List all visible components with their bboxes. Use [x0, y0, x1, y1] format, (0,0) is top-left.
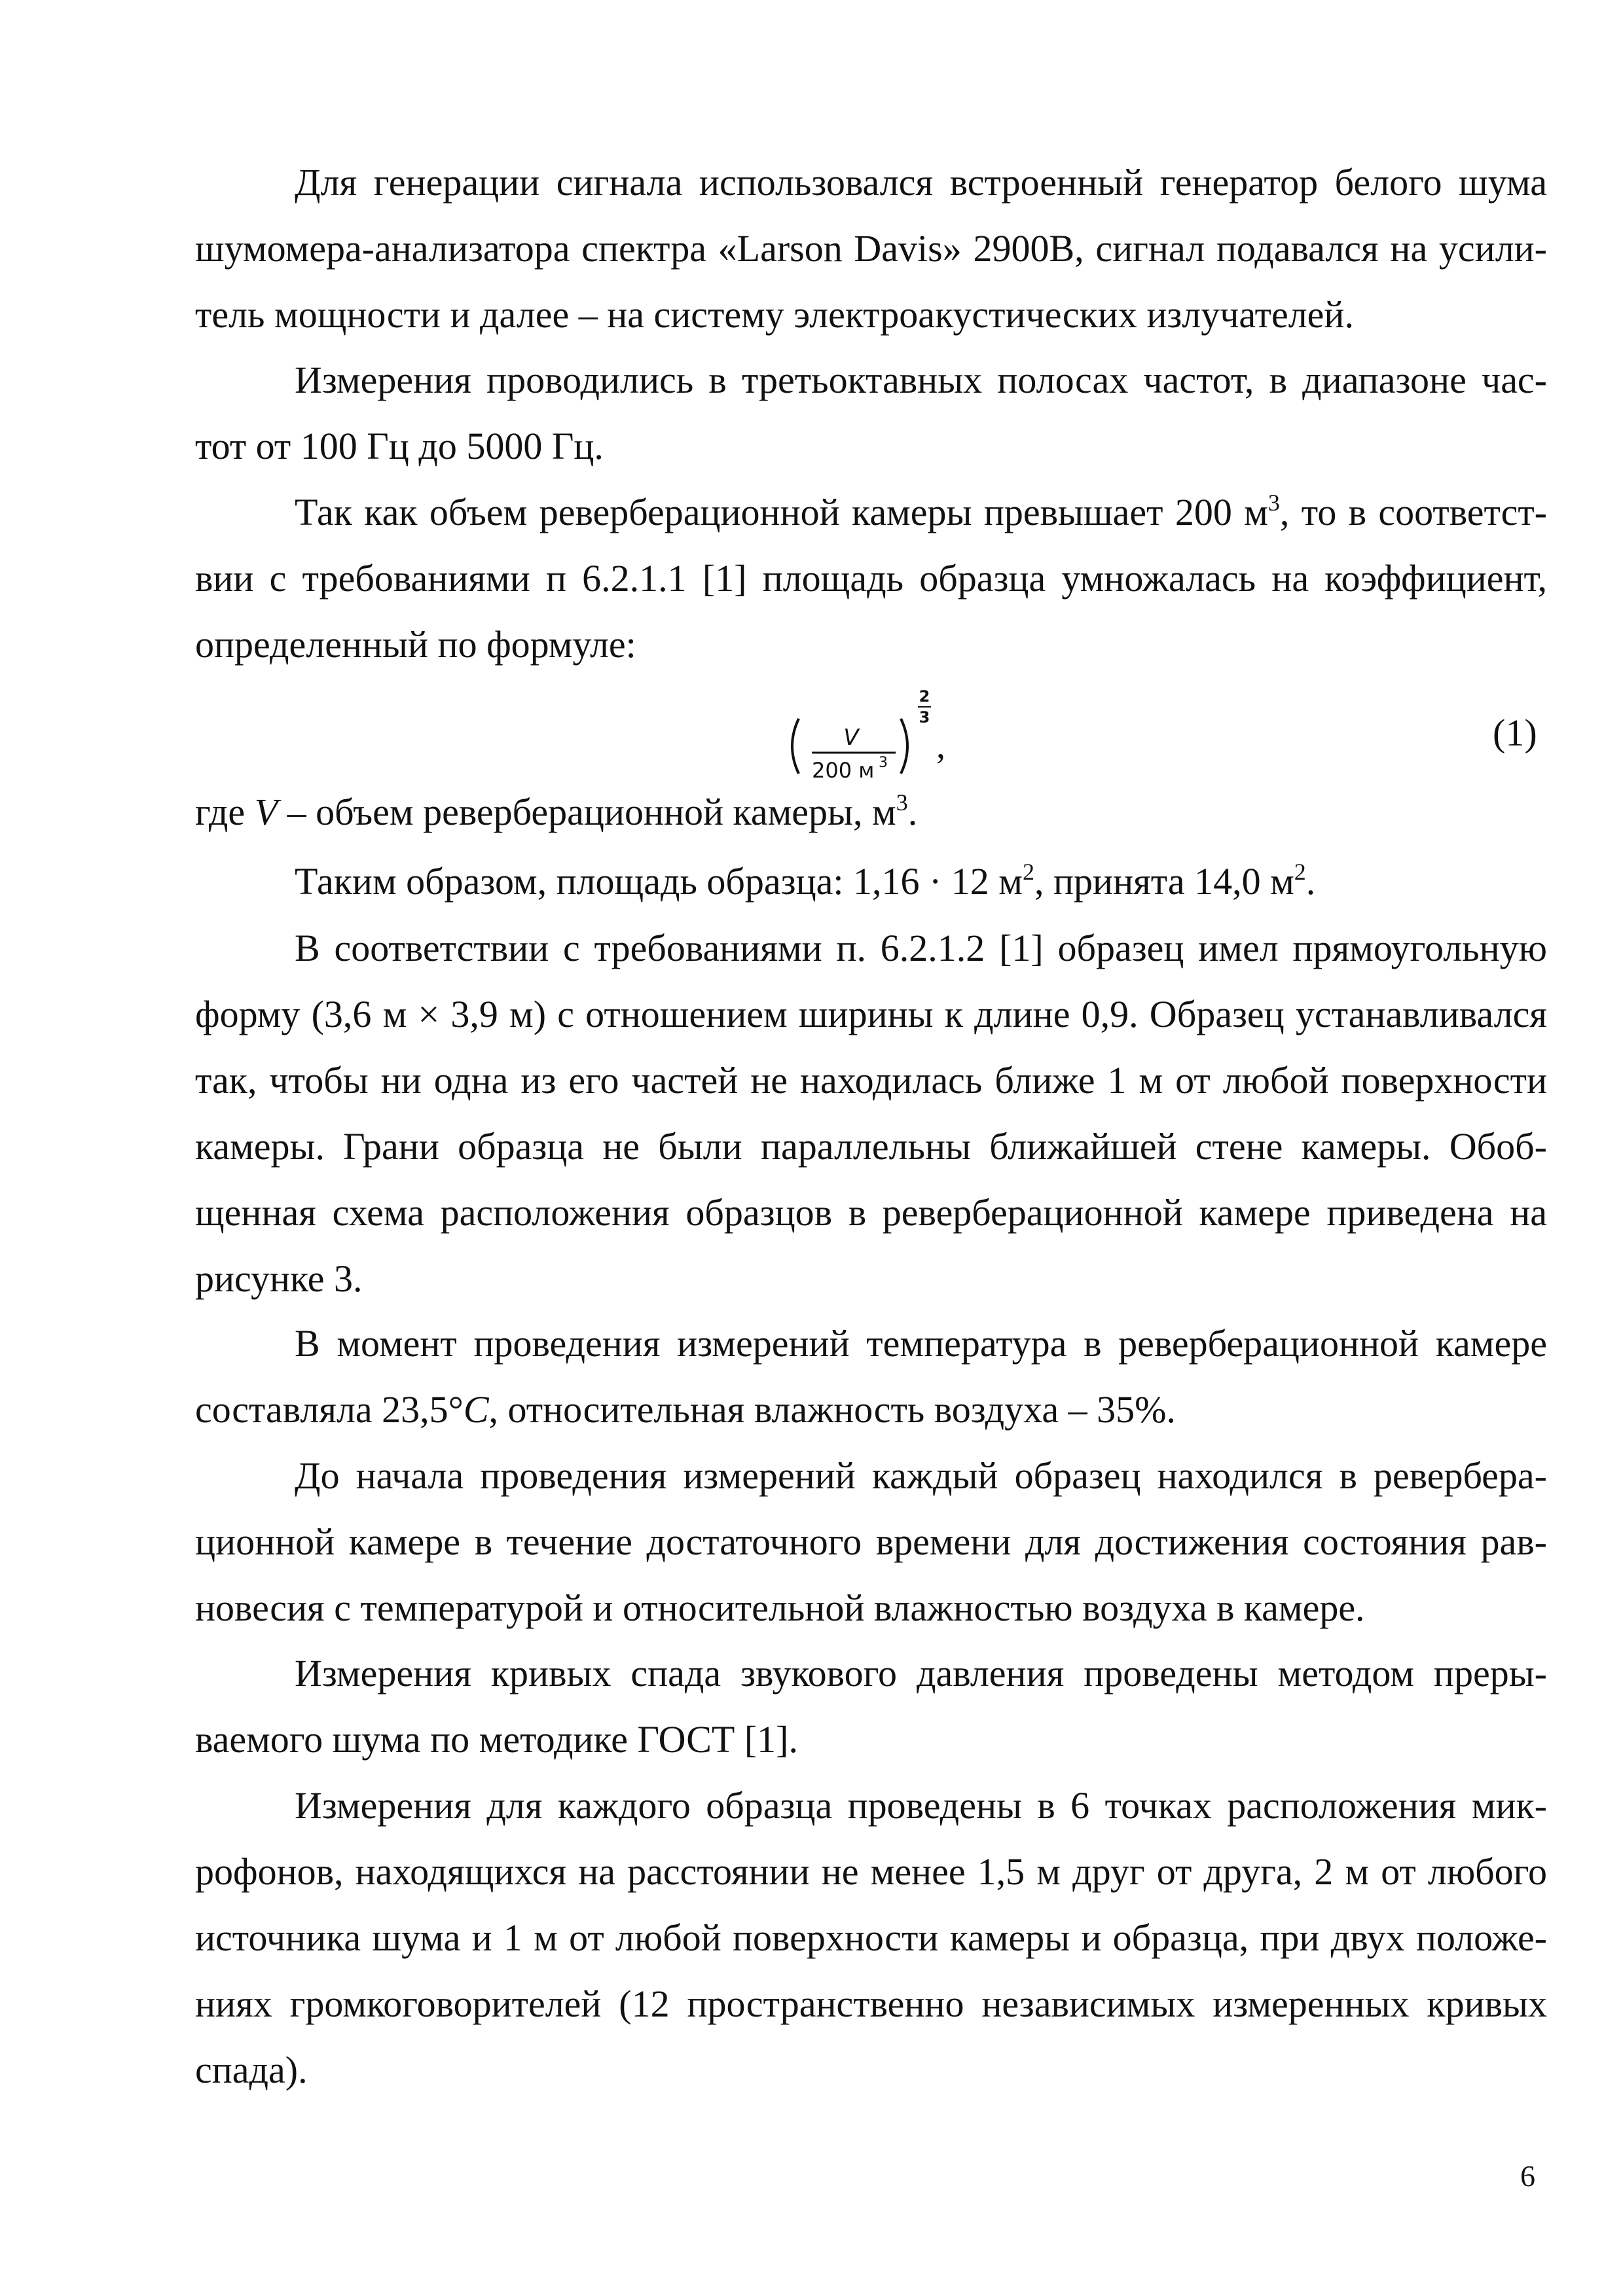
formula-denominator: 200 м: [812, 758, 875, 783]
text-line: спада).: [195, 2049, 308, 2091]
paragraph-sample-shape: [195, 915, 1547, 1312]
text-line: , то в соответст-: [1279, 491, 1548, 533]
paragraph-frequency-range: [195, 347, 1547, 479]
page-number: 6: [1520, 2159, 1535, 2193]
formula-volume-ratio: [779, 681, 976, 792]
text-line: Так как объем реверберационной камеры превышает 200 м: [295, 491, 1268, 533]
superscript: 2: [1294, 859, 1306, 885]
text-line: рисунке 3.: [195, 1257, 363, 1300]
paragraph-temperature: [195, 1310, 1547, 1443]
formula-comma: ,: [936, 726, 945, 766]
text-line: вии с требованиями п 6.2.1.1 [1] площадь образца умножалась на коэффициент,: [195, 557, 1547, 600]
text-line: .: [907, 791, 918, 833]
text-line: тот от 100 Гц до 5000 Гц.: [195, 425, 604, 467]
text-line: , относительная влажность воздуха – 35%.: [488, 1388, 1176, 1431]
paragraph-decay-method: [195, 1640, 1547, 1772]
text-line: Таким образом, площадь образца: 1,16 · 12 м: [295, 860, 1023, 903]
text-line: ниях громкоговорителей (12 пространственно независимых измеренных кривых: [195, 1982, 1547, 2025]
right-parenthesis: [901, 719, 907, 774]
formula-numerator: V: [843, 725, 859, 751]
text-line: камеры. Грани образца не были параллельны ближайшей стене камеры. Обоб-: [195, 1125, 1547, 1168]
text-line: В соответствии с требованиями п. 6.2.1.2 [1] образец имел прямоугольную: [295, 927, 1547, 969]
superscript: 3: [896, 789, 908, 816]
left-parenthesis: [792, 719, 799, 774]
text-line: так, чтобы ни одна из его частей не находилась ближе 1 м от любой поверхности: [195, 1059, 1547, 1102]
text-line: ваемого шума по методике ГОСТ [1].: [195, 1718, 798, 1761]
formula-denominator-sup: 3: [879, 755, 888, 771]
text-line: новесия с температурой и относительной влажностью воздуха в камере.: [195, 1587, 1365, 1629]
text-line: До начала проведения измерений каждый образец находился в ревербера-: [295, 1454, 1547, 1497]
text-line: тель мощности и далее – на систему электроакустических излучателей.: [195, 293, 1354, 336]
text-line: , принята 14,0 м: [1034, 860, 1294, 903]
paragraph-volume-coefficient: [195, 479, 1547, 677]
text-line: форму (3,6 м × 3,9 м) с отношением ширины к длине 0,9. Образец устанавливался: [195, 993, 1547, 1035]
paragraph-sample-area: [195, 848, 1547, 914]
text-line: определенный по формуле:: [195, 623, 636, 666]
text-line: источника шума и 1 м от любой поверхности камеры и образца, при двух положе-: [195, 1916, 1547, 1959]
superscript: 2: [1023, 859, 1034, 885]
text-line: Измерения для каждого образца проведены в 6 точках расположения мик-: [295, 1784, 1547, 1827]
superscript: 3: [1267, 490, 1280, 516]
text-line: В момент проведения измерений температура в реверберационной камере: [295, 1322, 1547, 1365]
text-line: рофонов, находящихся на расстоянии не менее 1,5 м друг от друга, 2 м от любого: [195, 1850, 1547, 1893]
paragraph-signal-generation: [195, 149, 1547, 348]
text-line: шумомера-анализатора спектра «Larson Davis» 2900B, сигнал подавался на усили-: [195, 227, 1547, 270]
text-line: составляла 23,5°: [195, 1388, 464, 1431]
paragraph-measurement-points: [195, 1772, 1547, 2103]
formula-number: (1): [1493, 711, 1537, 754]
exponent-denominator: 3: [919, 708, 930, 726]
text-line: где: [195, 791, 255, 833]
variable-v: V: [254, 791, 278, 833]
paragraph-where: [195, 779, 1547, 845]
exponent-numerator: 2: [919, 687, 930, 706]
text-line: ционной камере в течение достаточного времени для достижения состояния рав-: [195, 1520, 1547, 1563]
text-line: .: [1305, 860, 1316, 903]
text-line: щенная схема расположения образцов в реверберационной камере приведена на: [195, 1191, 1547, 1234]
text-line: – объем реверберационной камеры, м: [278, 791, 896, 833]
text-line: Для генерации сигнала использовался встроенный генератор белого шума: [295, 161, 1547, 204]
paragraph-equilibrium: [195, 1443, 1547, 1641]
text-line: Измерения проводились в третьоктавных полосах частот, в диапазоне час-: [295, 359, 1547, 401]
celsius-symbol: C: [463, 1388, 489, 1431]
text-line: Измерения кривых спада звукового давления проведены методом преры-: [295, 1652, 1547, 1695]
